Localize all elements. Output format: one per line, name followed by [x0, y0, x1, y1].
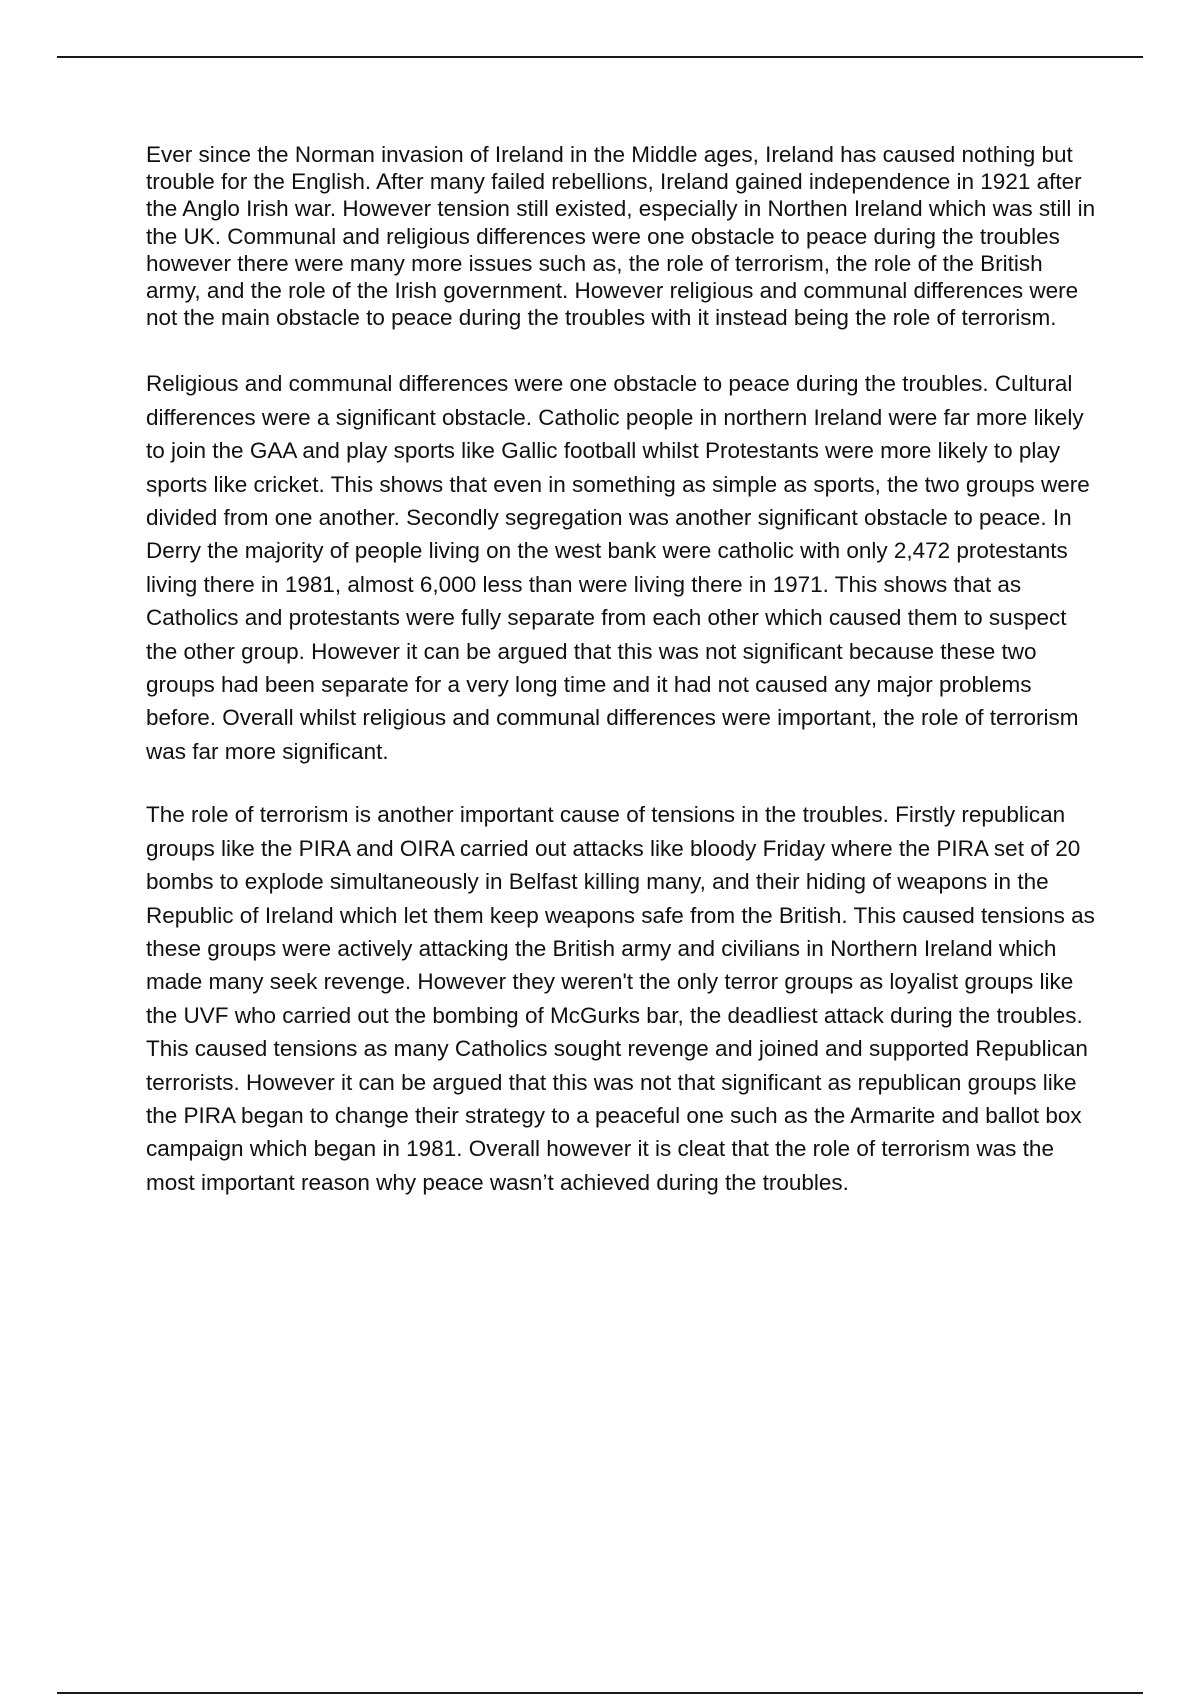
- footer-rule: [57, 1692, 1143, 1694]
- paragraph-introduction: Ever since the Norman invasion of Ireland in the Middle ages, Ireland has caused nothing but trouble for the English. After many failed rebellions, Ireland gained independence in 1921 after the Anglo Irish war. However tension still existed, especially in Northen Ireland which was still in the UK. Communal and religious differences were one obstacle to peace during the troubles however there were many more issues such as, the role of terrorism, the role of the British army, and the role of the Irish government. However religious and communal differences were not the main obstacle to peace during the troubles with it instead being the role of terrorism.: [146, 142, 1096, 331]
- document-body: [146, 141, 1096, 1199]
- paragraph-role-of-terrorism: The role of terrorism is another important cause of tensions in the troubles. Firstly republican groups like the PIRA and OIRA carried out attacks like bloody Friday where the PIRA set of 20 bombs to explode simultaneously in Belfast killing many, and their hiding of weapons in the Republic of Ireland which let them keep weapons safe from the British. This caused tensions as these groups were actively attacking the British army and civilians in Northern Ireland which made many seek revenge. However they weren't the only terror groups as loyalist groups like the UVF who carried out the bombing of McGurks bar, the deadliest attack during the troubles. This caused tensions as many Catholics sought revenge and joined and supported Republican terrorists. However it can be argued that this was not that significant as republican groups like the PIRA began to change their strategy to a peaceful one such as the Armarite and ballot box campaign which began in 1981. Overall however it is cleat that the role of terrorism was the most important reason why peace wasn’t achieved during the troubles.: [146, 802, 1095, 1195]
- paragraph-religious-differences: Religious and communal differences were one obstacle to peace during the troubles. Cultural differences were a significant obstacle. Catholic people in northern Ireland were far more likely to join the GAA and play sports like Gallic football whilst Protestants were more likely to play sports like cricket. This shows that even in something as simple as sports, the two groups were divided from one another. Secondly segregation was another significant obstacle to peace. In Derry the majority of people living on the west bank were catholic with only 2,472 protestants living there in 1981, almost 6,000 less than were living there in 1971. This shows that as Catholics and protestants were fully separate from each other which caused them to suspect the other group. However it can be argued that this was not significant because these two groups had been separate for a very long time and it had not caused any major problems before. Overall whilst religious and communal differences were important, the role of terrorism was far more significant.: [146, 371, 1090, 764]
- header-rule: [57, 56, 1143, 58]
